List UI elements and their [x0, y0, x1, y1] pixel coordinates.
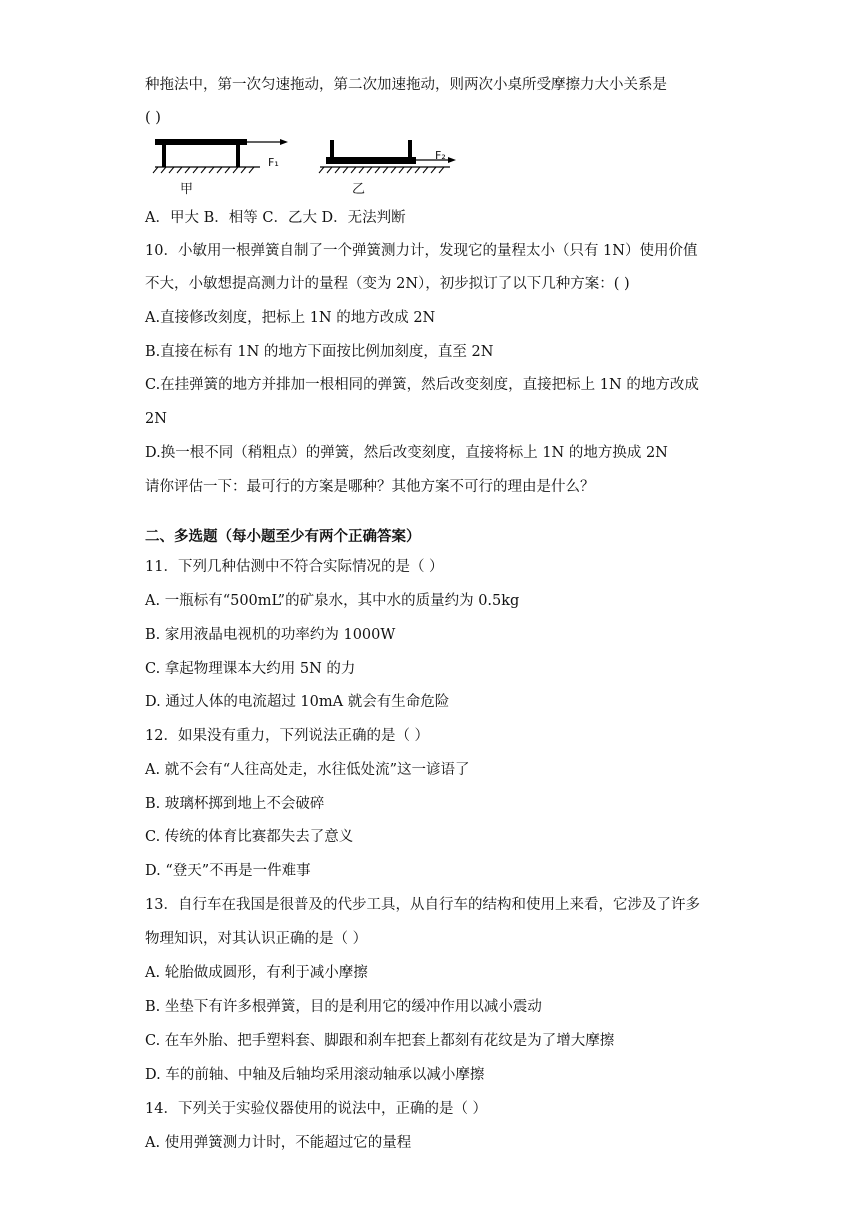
q10-option-b: B.直接在标有 1N 的地方下面按比例加刻度，直至 2N — [145, 344, 494, 360]
q12-option-b: B. 玻璃杯掷到地上不会破碎 — [145, 796, 325, 812]
q10-stem-line1: 10．小敏用一根弹簧自制了一个弹簧测力计，发现它的量程太小（只有 1N）使用价值 — [145, 243, 698, 259]
q9-options: A．甲大 B．相等 C．乙大 D．无法判断 — [145, 210, 406, 226]
q9-figure — [150, 130, 470, 200]
q10-option-a: A.直接修改刻度，把标上 1N 的地方改成 2N — [145, 310, 436, 326]
caption-jia: 甲 — [180, 182, 194, 197]
q9-stem-line2: ( ) — [145, 110, 161, 126]
f1-label: F₁ — [268, 156, 279, 169]
q14-stem: 14．下列关于实验仪器使用的说法中，正确的是（ ） — [145, 1101, 488, 1117]
q11-stem: 11．下列几种估测中不符合实际情况的是（ ） — [145, 559, 444, 575]
q13-option-b: B. 坐垫下有许多根弹簧，目的是利用它的缓冲作用以减小震动 — [145, 999, 542, 1015]
q13-stem-line1: 13．自行车在我国是很普及的代步工具，从自行车的结构和使用上来看，它涉及了许多 — [145, 897, 700, 913]
f2-label: F₂ — [435, 149, 446, 162]
q13-option-c: C. 在车外胎、把手塑料套、脚跟和刹车把套上都刻有花纹是为了增大摩擦 — [145, 1033, 615, 1049]
q12-option-c: C. 传统的体育比赛都失去了意义 — [145, 829, 354, 845]
q10-option-c-line2: 2N — [145, 411, 167, 427]
q11-option-b: B. 家用液晶电视机的功率约为 1000W — [145, 627, 396, 643]
q13-option-d: D. 车的前轴、中轴及后轴均采用滚动轴承以减小摩擦 — [145, 1067, 485, 1083]
q10-option-d: D.换一根不同（稍粗点）的弹簧，然后改变刻度，直接将标上 1N 的地方换成 2N — [145, 445, 668, 461]
section-heading-multiple-choice: 二、多选题（每小题至少有两个正确答案） — [145, 528, 421, 545]
q12-stem: 12．如果没有重力，下列说法正确的是（ ） — [145, 728, 430, 744]
q10-option-c-line1: C.在挂弹簧的地方并排加一根相同的弹簧，然后改变刻度，直接把标上 1N 的地方改成 — [145, 377, 699, 393]
friction-diagram — [150, 130, 470, 200]
q14-option-a: A. 使用弹簧测力计时，不能超过它的量程 — [145, 1135, 412, 1151]
q12-option-d: D. “登天”不再是一件难事 — [145, 863, 311, 879]
q10-question: 请你评估一下：最可行的方案是哪种？其他方案不可行的理由是什么？ — [145, 479, 595, 495]
q11-option-a: A. 一瓶标有“500mL”的矿泉水，其中水的质量约为 0.5kg — [145, 593, 520, 609]
q13-option-a: A. 轮胎做成圆形，有利于减小摩擦 — [145, 965, 368, 981]
q10-stem-line2: 不大，小敏想提高测力计的量程（变为 2N），初步拟订了以下几种方案：( ) — [145, 276, 630, 292]
q13-stem-line2: 物理知识，对其认识正确的是（ ） — [145, 931, 368, 947]
caption-yi: 乙 — [352, 182, 366, 197]
q12-option-a: A. 就不会有“人往高处走，水往低处流”这一谚语了 — [145, 762, 470, 778]
q11-option-d: D. 通过人体的电流超过 10mA 就会有生命危险 — [145, 694, 450, 710]
q9-stem-line1: 种拖法中，第一次匀速拖动，第二次加速拖动，则两次小桌所受摩擦力大小关系是 — [145, 77, 667, 93]
q11-option-c: C. 拿起物理课本大约用 5N 的力 — [145, 661, 356, 677]
